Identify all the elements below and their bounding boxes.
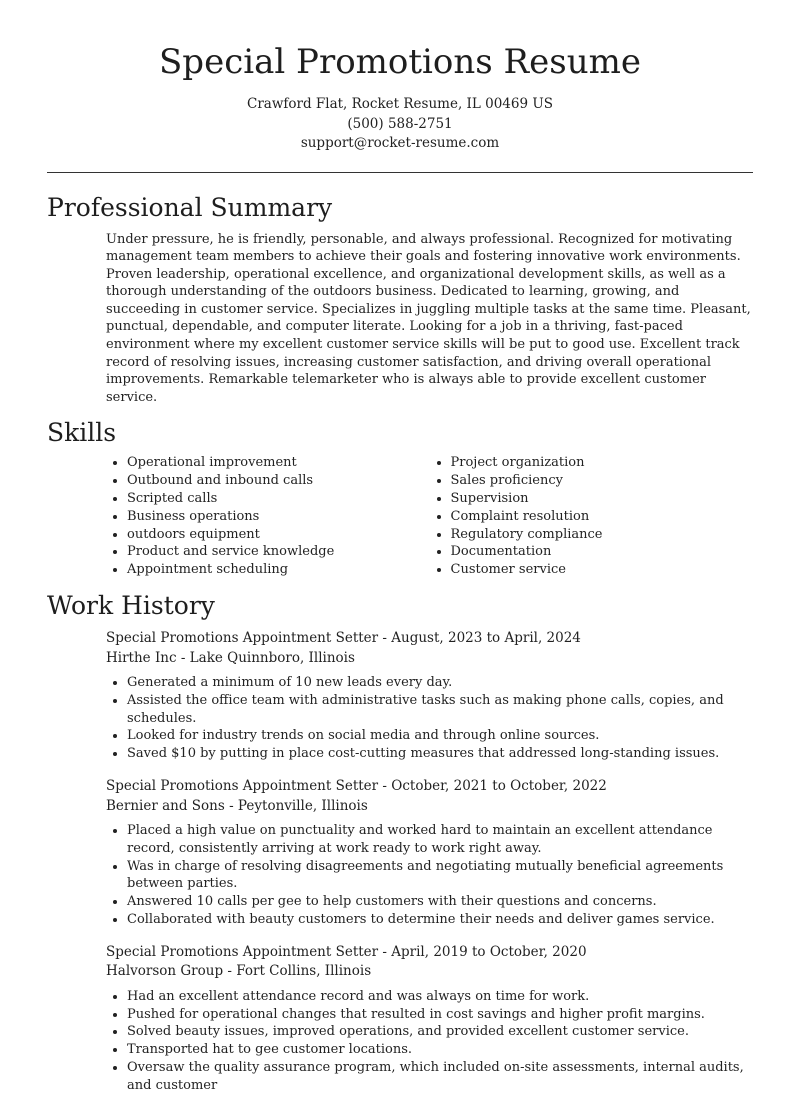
skill-item: • Scripted calls — [127, 490, 430, 508]
job-entry — [106, 777, 753, 929]
skills-grid — [106, 454, 753, 579]
job-title: Special Promotions Appointment Setter - April, 2019 to October, 2020 — [106, 943, 587, 960]
skill-item: • Documentation — [451, 543, 754, 561]
job-duty: • Oversaw the quality assurance program, which included on-site assessments, internal audits, and customer — [127, 1059, 753, 1095]
skill-item: • Customer service — [451, 561, 754, 579]
job-company: Hirthe Inc - Lake Quinnboro, Illinois — [106, 649, 355, 666]
summary-section — [47, 191, 753, 407]
summary-heading: Professional Summary — [47, 192, 333, 222]
skills-list-left — [106, 454, 430, 579]
skill-item: • Project organization — [451, 454, 754, 472]
job-duty: • Pushed for operational changes that resulted in cost savings and higher profit margins. — [127, 1006, 753, 1024]
contact-email: support@rocket-resume.com — [300, 135, 500, 151]
skill-item: • Regulatory compliance — [451, 526, 754, 544]
job-duties — [106, 674, 753, 763]
contact-phone: (500) 588-2751 — [347, 115, 453, 132]
job-duties — [106, 822, 753, 929]
skills-list-right — [430, 454, 754, 579]
work-history-section — [47, 589, 753, 1095]
job-entry — [106, 629, 753, 763]
contact-block — [47, 95, 753, 154]
job-duty: • Solved beauty issues, improved operations, and provided excellent customer service. — [127, 1023, 753, 1041]
skill-item: • Outbound and inbound calls — [127, 472, 430, 490]
skill-item: • Sales proficiency — [451, 472, 754, 490]
skill-item: • outdoors equipment — [127, 526, 430, 544]
job-entry — [106, 943, 753, 1095]
job-duty: • Generated a minimum of 10 new leads every day. — [127, 674, 753, 692]
skills-heading: Skills — [47, 418, 117, 448]
job-duty: • Collaborated with beauty customers to determine their needs and deliver games service. — [127, 911, 753, 929]
summary-text: Under pressure, he is friendly, personable, and always professional. Recognized for motivating management team members to achieve their goals and fostering innovative work environments. Proven leadership, operational excellence, and organizational development skills, as well as a thorough understanding of the outdoors business. Dedicated to learning, growing, and succeeding in customer service. Specializes in juggling multiple tasks at the same time. Pleasant, punctual, dependable, and computer literate. Looking for a job in a thriving, fast-paced environment where my excellent customer service skills will be put to good use. Excellent track record of resolving issues, increasing customer satisfaction, and driving overall operational improvements. Remarkable telemarketer who is always able to provide excellent customer service. — [106, 231, 751, 405]
skill-item: • Appointment scheduling — [127, 561, 430, 579]
job-duty: • Assisted the office team with administrative tasks such as making phone calls, copies, and schedules. — [127, 692, 753, 728]
header-divider — [47, 172, 753, 173]
job-duty: • Answered 10 calls per gee to help customers with their questions and concerns. — [127, 893, 753, 911]
job-company: Bernier and Sons - Peytonville, Illinois — [106, 797, 368, 814]
resume-title: Special Promotions Resume — [159, 42, 641, 82]
job-duties — [106, 988, 753, 1095]
work-history-heading: Work History — [47, 591, 215, 621]
skill-item: • Operational improvement — [127, 454, 430, 472]
job-title: Special Promotions Appointment Setter - August, 2023 to April, 2024 — [106, 630, 581, 647]
job-duty: • Transported hat to gee customer locations. — [127, 1041, 753, 1059]
job-duty: • Looked for industry trends on social media and through online sources. — [127, 727, 753, 745]
job-company: Halvorson Group - Fort Collins, Illinois — [106, 963, 372, 980]
resume-header — [47, 0, 753, 154]
skills-section — [47, 416, 753, 579]
skill-item: • Supervision — [451, 490, 754, 508]
contact-address: Crawford Flat, Rocket Resume, IL 00469 US — [247, 96, 553, 112]
job-duty: • Placed a high value on punctuality and worked hard to maintain an excellent attendance record, consistently arriving at work ready to work right away. — [127, 822, 753, 858]
job-duty: • Was in charge of resolving disagreements and negotiating mutually beneficial agreements between parties. — [127, 858, 753, 894]
job-title: Special Promotions Appointment Setter - October, 2021 to October, 2022 — [106, 778, 607, 794]
skill-item: • Complaint resolution — [451, 508, 754, 526]
job-duty: • Saved $10 by putting in place cost-cutting measures that addressed long-standing issues. — [127, 745, 753, 763]
skill-item: • Product and service knowledge — [127, 543, 430, 561]
job-duty: • Had an excellent attendance record and was always on time for work. — [127, 988, 753, 1006]
skill-item: • Business operations — [127, 508, 430, 526]
